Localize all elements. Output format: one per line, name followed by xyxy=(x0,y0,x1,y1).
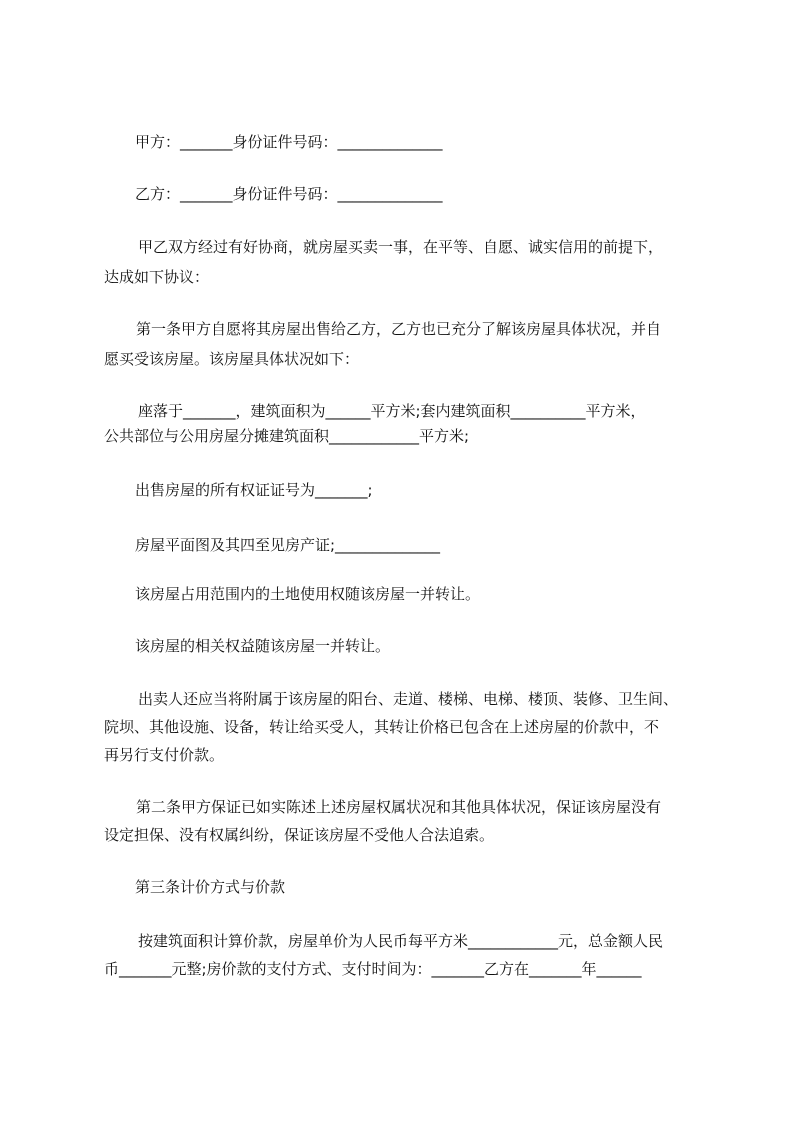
floor-plan-line: 房屋平面图及其四至见房产证;______________ xyxy=(135,536,441,554)
article-2-line-1: 第二条甲方保证已如实陈述上述房屋权属状况和其他具体状况，保证该房屋没有 xyxy=(136,798,662,816)
article-1-line-2: 愿买受该房屋。该房屋具体状况如下： xyxy=(104,350,360,368)
price-line-1: 按建筑面积计算价款，房屋单价为人民币每平方米____________元，总金额人民 xyxy=(138,932,664,950)
party-a-line: 甲方：_______身份证件号码：______________ xyxy=(135,133,443,151)
party-b-line: 乙方：_______身份证件号码：______________ xyxy=(135,185,443,203)
attachments-line-2: 院坝、其他设施、设备，转让给买受人，其转让价格已包含在上述房屋的价款中，不 xyxy=(104,718,660,736)
land-use-line: 该房屋占用范围内的土地使用权随该房屋一并转让。 xyxy=(135,585,481,603)
related-rights-line: 该房屋的相关权益随该房屋一并转让。 xyxy=(135,637,391,655)
preamble-line-1: 甲乙双方经过有好协商，就房屋买卖一事，在平等、自愿、诚实信用的前提下， xyxy=(138,238,664,256)
certificate-line: 出售房屋的所有权证证号为_______; xyxy=(135,481,373,499)
location-line-2: 公共部位与公用房屋分摊建筑面积____________平方米; xyxy=(104,427,470,445)
article-1-line-1: 第一条甲方自愿将其房屋出售给乙方，乙方也已充分了解该房屋具体状况，并自 xyxy=(136,320,662,338)
attachments-line-1: 出卖人还应当将附属于该房屋的阳台、走道、楼梯、电梯、楼顶、装修、卫生间、 xyxy=(138,690,679,708)
article-2-line-2: 设定担保、没有权属纠纷，保证该房屋不受他人合法追索。 xyxy=(104,826,495,844)
price-line-2: 币_______元整;房价款的支付方式、支付时间为：_______乙方在_______年______ xyxy=(104,960,642,978)
preamble-line-2: 达成如下协议： xyxy=(104,268,210,286)
article-3-heading: 第三条计价方式与价款 xyxy=(135,878,286,896)
attachments-line-3: 再另行支付价款。 xyxy=(104,746,225,764)
location-line-1: 座落于_______，建筑面积为______平方米;套内建筑面积__________平方米， xyxy=(138,402,646,420)
